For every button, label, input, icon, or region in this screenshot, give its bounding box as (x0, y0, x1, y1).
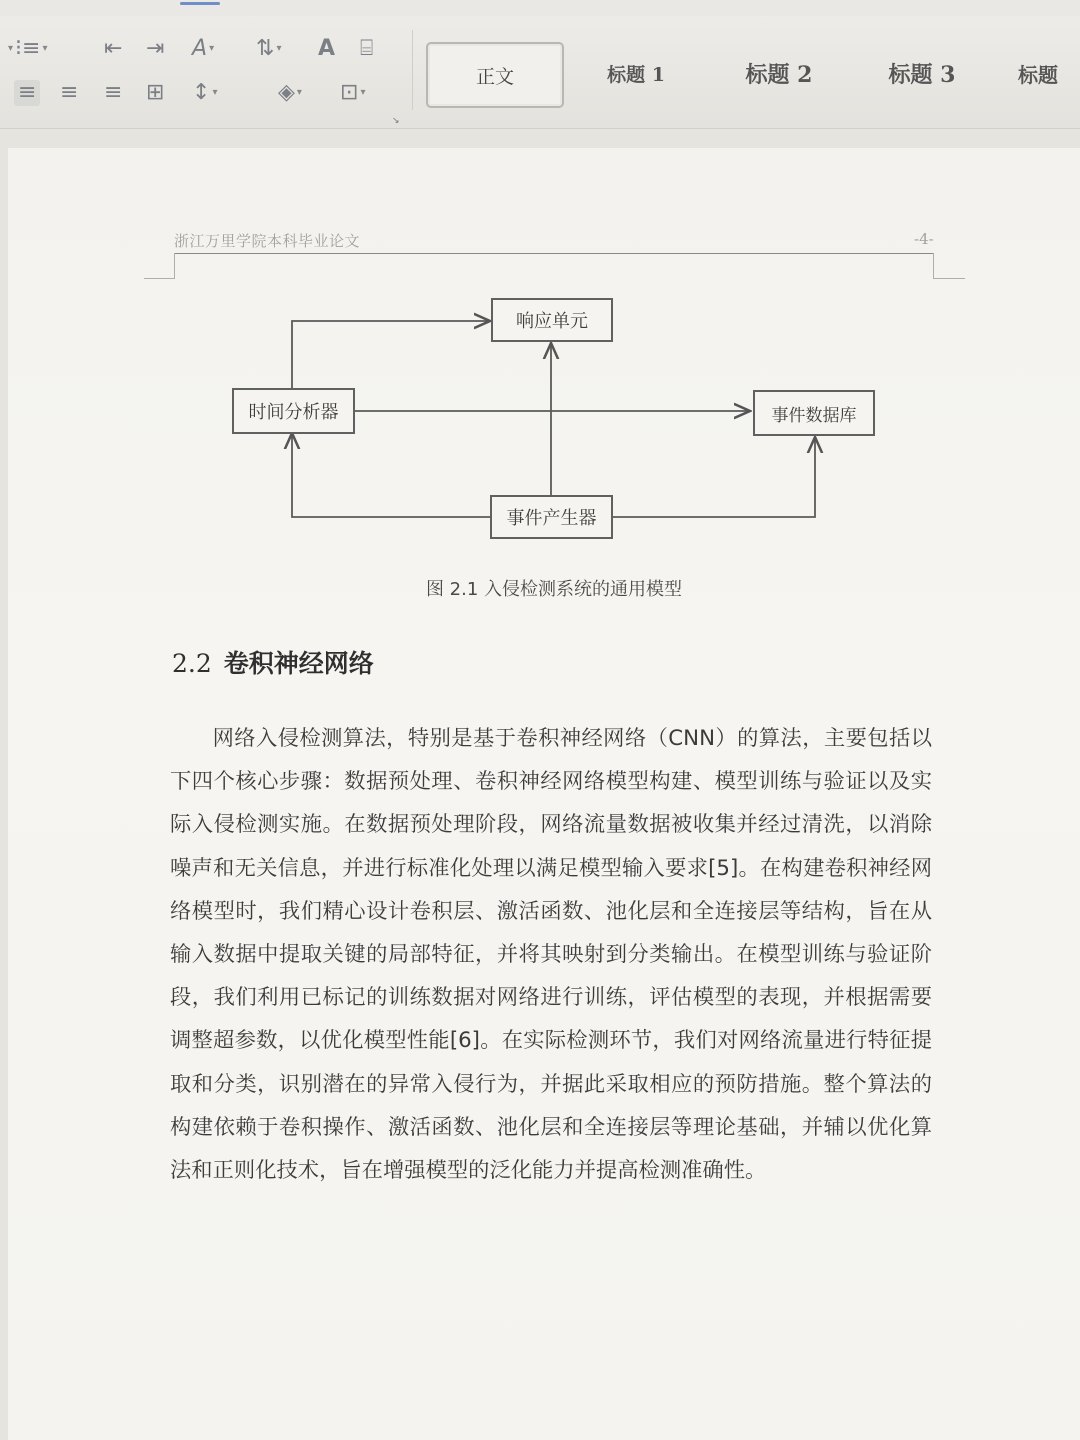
bullet-list-button[interactable]: ▾ ⁝≡ ▾ (8, 36, 48, 61)
page-number: -4- (914, 230, 934, 248)
section-number: 2.2 (172, 649, 212, 678)
decrease-indent-button[interactable] (104, 38, 122, 60)
sort-icon: ⇅ (256, 36, 275, 61)
ribbon-separator (412, 30, 413, 110)
justify-button[interactable] (146, 82, 164, 104)
align-center-icon: ≡ (60, 80, 79, 105)
ribbon-tab-strip (0, 0, 1080, 16)
crop-mark-left-horizontal (144, 278, 175, 279)
shading-icon: ◈ (278, 80, 295, 105)
section-title: 卷积神经网络 (223, 649, 374, 678)
decrease-indent-icon: ⇤ (104, 36, 123, 61)
align-center-button[interactable] (60, 82, 78, 104)
ribbon-toolbar (0, 0, 1080, 129)
chinese-layout-icon: A (318, 36, 336, 61)
line-spacing-icon: ↕ (192, 80, 211, 105)
text-direction-button[interactable]: A ▾ (192, 36, 215, 61)
align-right-button[interactable] (104, 82, 122, 104)
style-heading-2[interactable]: 标题 2 (745, 61, 813, 88)
style-heading-4[interactable]: 标题 (1018, 62, 1058, 87)
node-time-analyzer: 时间分析器 (232, 388, 355, 434)
chinese-layout-button[interactable] (318, 38, 335, 60)
align-left-icon: ≡ (18, 80, 37, 105)
borders-icon: ⊡ (340, 80, 359, 105)
node-event-generator: 事件产生器 (490, 495, 613, 539)
figure-caption: 图 2.1 入侵检测系统的通用模型 (425, 579, 683, 600)
node-response-unit: 响应单元 (491, 298, 613, 342)
crop-mark-right-horizontal (933, 278, 965, 279)
section-heading (172, 644, 374, 680)
shading-button[interactable]: ◈ ▾ (278, 80, 302, 105)
show-hide-marks-button[interactable] (360, 38, 373, 60)
style-heading-3[interactable]: 标题 3 (888, 61, 956, 88)
align-right-icon: ≡ (104, 80, 123, 105)
show-hide-marks-icon: ⌸ (360, 36, 374, 61)
increase-indent-button[interactable] (146, 38, 164, 60)
active-tab-indicator (180, 2, 220, 5)
style-heading-1[interactable]: 标题 1 (607, 63, 665, 86)
style-normal[interactable]: 正文 (426, 42, 564, 108)
page-header-text: 浙江万里学院本科毕业论文 (174, 232, 361, 250)
justify-icon: ⊞ (146, 80, 165, 105)
paragraph-dialog-launcher-icon[interactable]: ↘ (392, 116, 400, 126)
bullet-list-icon: ⁝≡ (15, 36, 41, 61)
align-left-button[interactable] (14, 80, 40, 106)
sort-button[interactable]: ⇅ ▾ (256, 36, 282, 61)
body-paragraph: 网络入侵检测算法，特别是基于卷积神经网络（CNN）的算法，主要包括以下四个核心步骤：数据预处理、卷积神经网络模型构建、模型训练与验证以及实际入侵检测实施。在数据预处理阶段，网络流量数据被收集并经过清洗，以消除噪声和无关信息，并进行标准化处理以满足模型输入要求[5]。在构建卷积神经网络模型时，我们精心设计卷积层、激活函数、池化层和全连接层等结构，旨在从输入数据中提取关键的局部特征，并将其映射到分类输出。在模型训练与验证阶段，我们利用已标记的训练数据对网络进行训练，评估模型的表现，并根据需要调整超参数，以优化模型性能[6]。在实际检测环节，我们对网络流量进行特征提取和分类，识别潜在的异常入侵行为，并据此采取相应的预防措施。整个算法的构建依赖于卷积操作、激活函数、池化层和全连接层等理论基础，并辅以优化算法和正则化技术，旨在增强模型的泛化能力并提高检测准确性。 (170, 726, 932, 1184)
header-rule (174, 253, 934, 254)
text-direction-icon: A (192, 36, 208, 61)
node-event-database: 事件数据库 (753, 390, 875, 436)
line-spacing-button[interactable]: ↕ ▾ (192, 80, 218, 105)
crop-mark-left-vertical (174, 253, 175, 279)
increase-indent-icon: ⇥ (146, 36, 165, 61)
borders-button[interactable]: ⊡ ▾ (340, 80, 366, 105)
crop-mark-right-vertical (933, 253, 934, 279)
